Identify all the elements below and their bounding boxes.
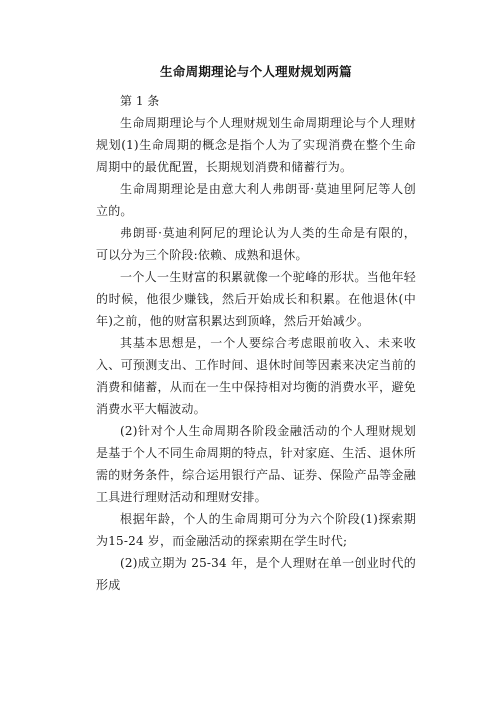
paragraph-8: (2)成立期为 25-34 年，是个人理财在单一创业时代的形成: [96, 556, 416, 592]
document-body: [96, 62, 416, 596]
paragraph-5: 其基本思想是，一个人要综合考虑眼前收入、未来收入、可预测支出、工作时间、退休时间等因素来决定当前的消费和储蓄，从而在一生中保持相对均衡的消费水平，避免消费水平大幅波动。: [96, 336, 416, 416]
paragraph-2: 生命周期理论是由意大利人弗朗哥·莫迪里阿尼等人创立的。: [96, 182, 416, 218]
paragraph-3: 弗朗哥·莫迪利阿尼的理论认为人类的生命是有限的，可以分为三个阶段:依赖、成熟和退休。: [96, 226, 416, 262]
paragraph-7: 根据年龄，个人的生命周期可分为六个阶段(1)探索期为15-24 岁，而金融活动的探索期在学生时代;: [96, 512, 416, 548]
section-label: 第 1 条: [120, 94, 160, 108]
paragraph-6: (2)针对个人生命周期各阶段金融活动的个人理财规划是基于个人不同生命周期的特点，针对家庭、生活、退休所需的财务条件，综合运用银行产品、证券、保险产品等金融工具进行理财活动和理财安排。: [96, 424, 416, 504]
document-title: 生命周期理论与个人理财规划两篇: [159, 64, 352, 79]
paragraph-1: 生命周期理论与个人理财规划生命周期理论与个人理财规划(1)生命周期的概念是指个人为了实现消费在整个生命周期中的最优配置，长期规划消费和储蓄行为。: [96, 116, 416, 174]
paragraph-4: 一个人一生财富的积累就像一个驼峰的形状。当他年轻的时候，他很少赚钱，然后开始成长和积累。在他退休(中年)之前，他的财富积累达到顶峰，然后开始减少。: [96, 270, 416, 328]
